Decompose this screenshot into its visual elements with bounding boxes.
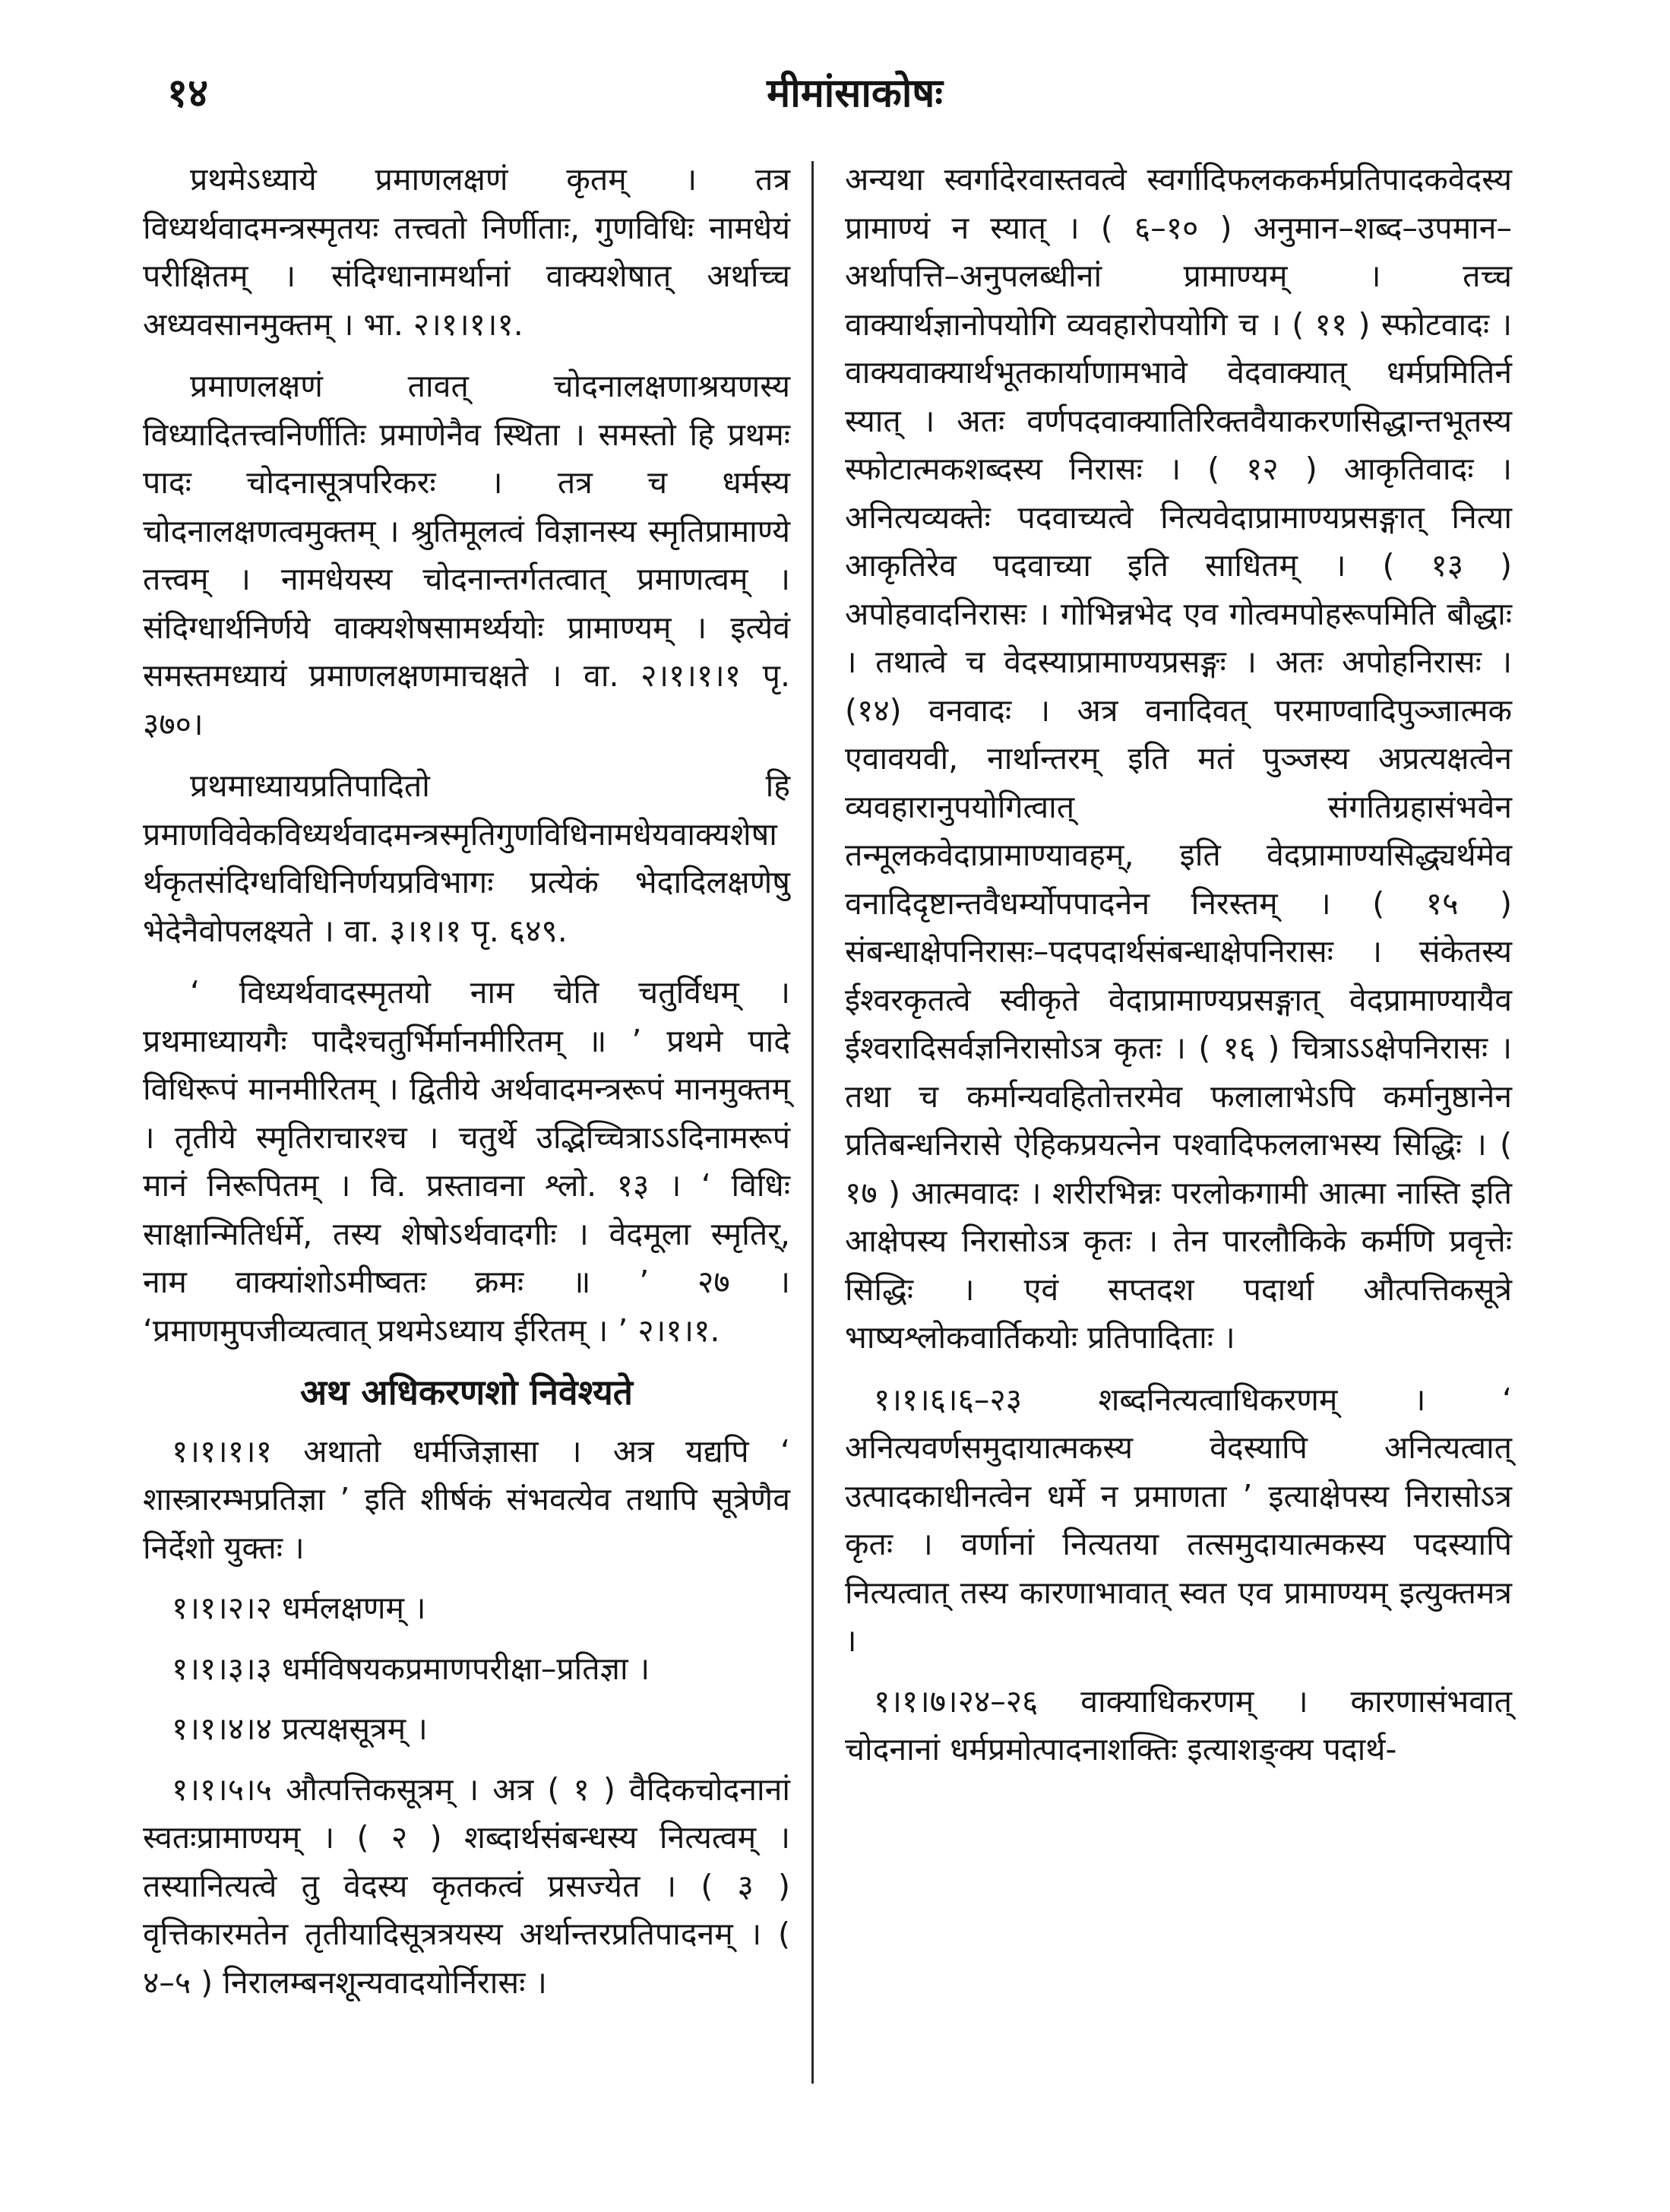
page-header <box>152 65 1558 125</box>
paragraph-intro: प्रथमेऽध्याये प्रमाणलक्षणं कृतम् । तत्र विध्यर्थवादमन्त्रस्मृतयः तत्त्वतो निर्णीताः, गुणविधिः नामधेयं परीक्षितम् । संदिग्धानामर्थानां वाक्यशेषात् अर्थाच्च अध्यवसानमुक्तम् । भा. २।१।१।१. <box>143 161 790 343</box>
section-heading: अथ अधिकरणशो निवेश्यते <box>300 1372 633 1413</box>
right-column <box>845 156 1512 1786</box>
adhikarana-entry-6: १।१।६।६–२३ शब्दनित्यत्वाधिकरणम् । ‘ अनित्यवर्णसमुदायात्मकस्य वेदस्यापि अनित्यत्वात् उत्पादकाधीनत्वेन धर्मे न प्रमाणता ’ इत्याक्षेपस्य निरासोऽत्र कृतः । वर्णानां नित्यतया तत्समुदायात्मकस्य पदस्यापि नित्यत्वात् तस्य कारणाभावात् स्वत एव प्रामाण्यम् इत्युक्तमत्र । <box>845 1381 1512 1659</box>
page-number: १४ <box>167 71 209 116</box>
paragraph-prathama-adhyaya: प्रथमाध्यायप्रतिपादितो हि प्रमाणविवेकविध्यर्थवादमन्त्रस्मृतिगुणविधिनामधेयवाक्यशेषार्थकृतसंदिग्धविधिनिर्णयप्रविभागः प्रत्येकं भेदादिलक्षणेषु भेदेनैवोपलक्ष्यते । वा. ३।१।१ पृ. ६४९. <box>143 767 790 949</box>
paragraph-verse-quote: ‘ विध्यर्थवादस्मृतयो नाम चेति चतुर्विधम् । प्रथमाध्यायगैः पादैश्चतुर्भिर्मानमीरितम् ॥ ’ प्रथमे पादे विधिरूपं मानमीरितम् । द्वितीये अर्थवादमन्त्ररूपं मानमुक्तम् । तृतीये स्मृतिराचारश्च । चतुर्थे उद्भिच्चित्राऽऽदिनामरूपं मानं निरूपितम् । वि. प्रस्तावना श्लो. १३ । ‘ विधिः साक्षान्मितिर्धर्मे, तस्य शेषोऽर्थवादगीः । वेदमूला स्मृतिर्, नाम वाक्यांशोऽमीष्वतः क्रमः ॥ ’ २७ । ‘प्रमाणमुपजीव्यत्वात् प्रथमेऽध्याय ईरितम् । ’ २।१।१. <box>143 974 790 1349</box>
running-title: मीमांसाकोषः <box>767 71 943 116</box>
adhikarana-entry-7: १।१।७।२४–२६ वाक्याधिकरणम् । कारणासंभवात् चोदनानां धर्मप्रमोत्पादनाशक्तिः इत्याशङ्क्य पदार्थ- <box>845 1682 1512 1767</box>
paragraph-continuation: अन्यथा स्वर्गादेरवास्तवत्वे स्वर्गादिफलककर्मप्रतिपादकवेदस्य प्रामाण्यं न स्यात् । ( ६–१० ) अनुमान–शब्द–उपमान–अर्थापत्ति–अनुपलब्धीनां प्रामाण्यम् । तच्च वाक्यार्थज्ञानोपयोगि व्यवहारोपयोगि च । ( ११ ) स्फोटवादः । वाक्यवाक्यार्थभूतकार्याणामभावे वेदवाक्यात् धर्मप्रमितिर्न स्यात् । अतः वर्णपदवाक्यातिरिक्तवैयाकरणसिद्धान्तभूतस्य स्फोटात्मकशब्दस्य निरासः । ( १२ ) आकृतिवादः । अनित्यव्यक्तेः पदवाच्यत्वे नित्यवेदाप्रामाण्यप्रसङ्गात् नित्या आकृतिरेव पदवाच्या इति साधितम् । ( १३ ) अपोहवादनिरासः । गोभिन्नभेद एव गोत्वमपोहरूपमिति बौद्धाः । तथात्वे च वेदस्याप्रामाण्यप्रसङ्गः । अतः अपोहनिरासः । (१४) वनवादः । अत्र वनादिवत् परमाण्वादिपुञ्जात्मक एवावयवी, नार्थान्तरम् इति मतं पुञ्जस्य अप्रत्यक्षत्वेन व्यवहारानुपयोगित्वात् संगतिग्रहासंभवेन तन्मूलकवेदाप्रामाण्यावहम्, इति वेदप्रामाण्यसिद्ध्यर्थमेव वनादिदृष्टान्तवैधर्म्योपपादनेन निरस्तम् । ( १५ ) संबन्धाक्षेपनिरासः–पदपदार्थसंबन्धाक्षेपनिरासः । संकेतस्य ईश्वरकृतत्वे स्वीकृते वेदाप्रामाण्यप्रसङ्गात् वेदप्रामाण्यायैव ईश्वरादिसर्वज्ञनिरासोऽत्र कृतः । ( १६ ) चित्राऽऽक्षेपनिरासः । तथा च कर्मान्यवहितोत्तरमेव फलालाभेऽपि कर्मानुष्ठानेन प्रतिबन्धनिरासे ऐहिकप्रयत्नेन पश्वादिफललाभस्य सिद्धिः । ( १७ ) आत्मवादः । शरीरभिन्नः परलोकगामी आत्मा नास्ति इति आक्षेपस्य निरासोऽत्र कृतः । तेन पारलौकिके कर्मणि प्रवृत्तेः सिद्धिः । एवं सप्तदश पदार्था औत्पत्तिकसूत्रे भाष्यश्लोकवार्तिकयोः प्रतिपादिताः । <box>845 161 1512 1356</box>
paragraph-pramana-lakshana: प्रमाणलक्षणं तावत् चोदनालक्षणाश्रयणस्य विध्यादितत्त्वनिर्णीतिः प्रमाणेनैव स्थिता । समस्तो हि प्रथमः पादः चोदनासूत्रपरिकरः । तत्र च धर्मस्य चोदनालक्षणत्वमुक्तम् । श्रुतिमूलत्वं विज्ञानस्य स्मृतिप्रामाण्ये तत्त्वम् । नामधेयस्य चोदनान्तर्गतत्वात् प्रमाणत्वम् । संदिग्धार्थनिर्णये वाक्यशेषसामर्थ्ययोः प्रामाण्यम् । इत्येवं समस्तमध्यायं प्रमाणलक्षणमाचक्षते । वा. २।१।१।१ पृ. ३७०। <box>143 368 790 742</box>
adhikarana-entry-5: १।१।५।५ औत्पत्तिकसूत्रम् । अत्र ( १ ) वैदिकचोदनानां स्वतःप्रामाण्यम् । ( २ ) शब्दार्थसंबन्धस्य नित्यत्वम् । तस्यानित्यत्वे तु वेदस्य कृतकत्वं प्रसज्येत । ( ३ ) वृत्तिकारमतेन तृतीयादिसूत्रत्रयस्य अर्थान्तरप्रतिपादनम् । ( ४–५ ) निरालम्बनशून्यवादयोर्निरासः । <box>143 1771 790 2001</box>
adhikarana-entry-1: १।१।१।१ अथातो धर्मजिज्ञासा । अत्र यद्यपि ‘ शास्त्रारम्भप्रतिज्ञा ’ इति शीर्षकं संभवत्येव तथापि सूत्रेणैव निर्देशो युक्तः । <box>143 1432 790 1566</box>
left-column <box>143 156 790 2019</box>
adhikarana-entry-4: १।१।४।४ प्रत्यक्षसूत्रम् । <box>172 1710 428 1747</box>
adhikarana-entry-3: १।१।३।३ धर्मविषयकप्रमाणपरीक्षा–प्रतिज्ञा । <box>172 1650 650 1687</box>
adhikarana-entry-2: १।१।२।२ धर्मलक्षणम् । <box>172 1590 426 1626</box>
column-divider <box>811 161 814 2084</box>
